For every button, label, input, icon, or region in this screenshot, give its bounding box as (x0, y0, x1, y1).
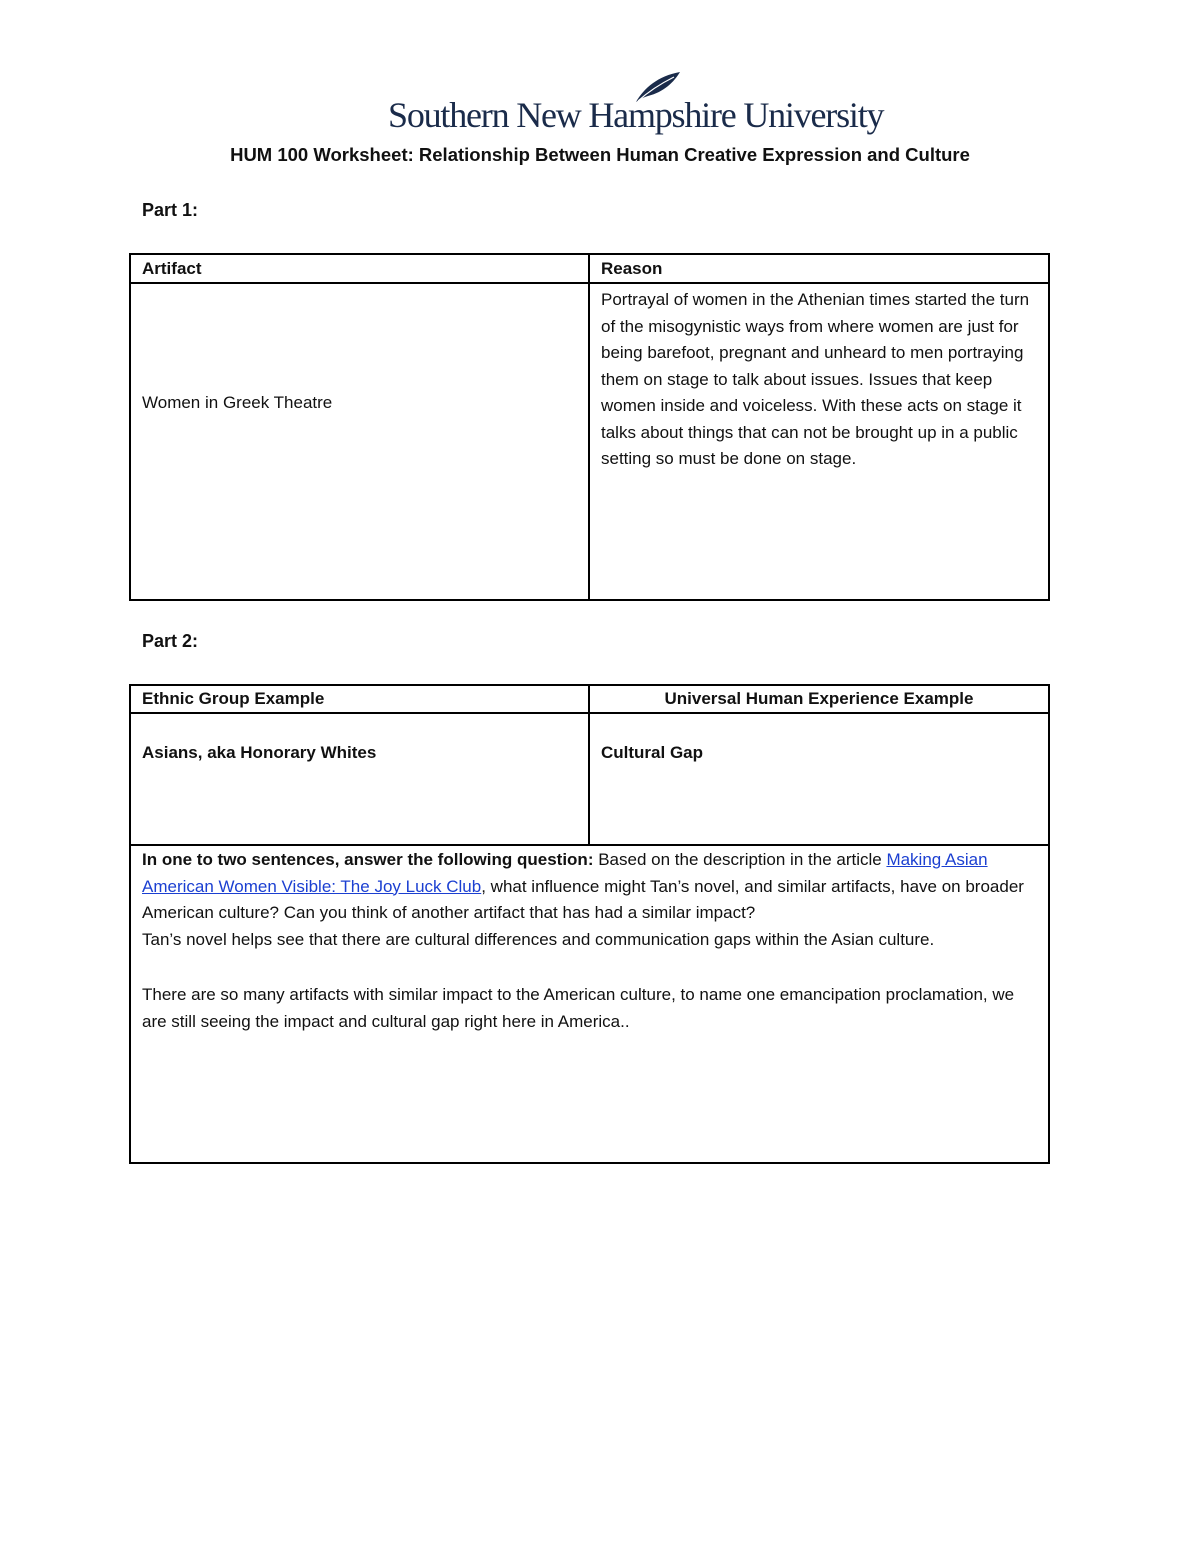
column-header-reason: Reason (589, 254, 1049, 283)
table-header-row (130, 685, 1049, 713)
part-2-label: Part 2: (142, 631, 199, 651)
question-cell (130, 845, 1049, 1163)
reason-cell: Portrayal of women in the Athenian times started the turn of the misogynistic ways from where women are just for being barefoot, pregnant and unheard to men portraying them on stage to talk about issues. Issues that keep women inside and voiceless. With these acts on stage it talks about things that can not be brought up in a public setting so must be done on stage. (589, 283, 1049, 600)
part-1-table (129, 253, 1050, 601)
page-title: HUM 100 Worksheet: Relationship Between Human Creative Expression and Culture (230, 144, 970, 165)
logo-wordmark: Southern New Hampshire University (388, 95, 884, 135)
article-link[interactable]: Making Asian American Women Visible: The Joy Luck Club (142, 850, 988, 896)
table-header-row (130, 254, 1049, 283)
answer-paragraph-1: Tan’s novel helps see that there are cultural differences and communication gaps within the Asian culture. (142, 929, 935, 949)
universal-experience-cell: Cultural Gap (589, 713, 1049, 845)
column-header-universal-experience: Universal Human Experience Example (589, 685, 1049, 713)
question-post: , what influence might Tan’s novel, and similar artifacts, have on broader American culture? Can you think of another artifact that has had a similar impact? (142, 876, 1024, 922)
question-row (130, 845, 1049, 1163)
table-row (130, 283, 1049, 600)
artifact-cell: Women in Greek Theatre (130, 283, 589, 600)
question-text (142, 847, 1037, 927)
answer-paragraph-2: There are so many artifacts with similar impact to the American culture, to name one emancipation proclamation, we are still seeing the impact and cultural gap right here in America.. (142, 985, 1015, 1031)
part-2-table (129, 684, 1050, 1164)
question-pre: Based on the description in the article (593, 850, 887, 869)
ethnic-group-cell: Asians, aka Honorary Whites (130, 713, 589, 845)
university-logo (388, 70, 884, 136)
column-header-artifact: Artifact (130, 254, 589, 283)
part-1-label: Part 1: (142, 200, 199, 220)
column-header-ethnic-group: Ethnic Group Example (130, 685, 589, 713)
question-lead: In one to two sentences, answer the following question: (142, 850, 594, 869)
table-row (130, 713, 1049, 845)
